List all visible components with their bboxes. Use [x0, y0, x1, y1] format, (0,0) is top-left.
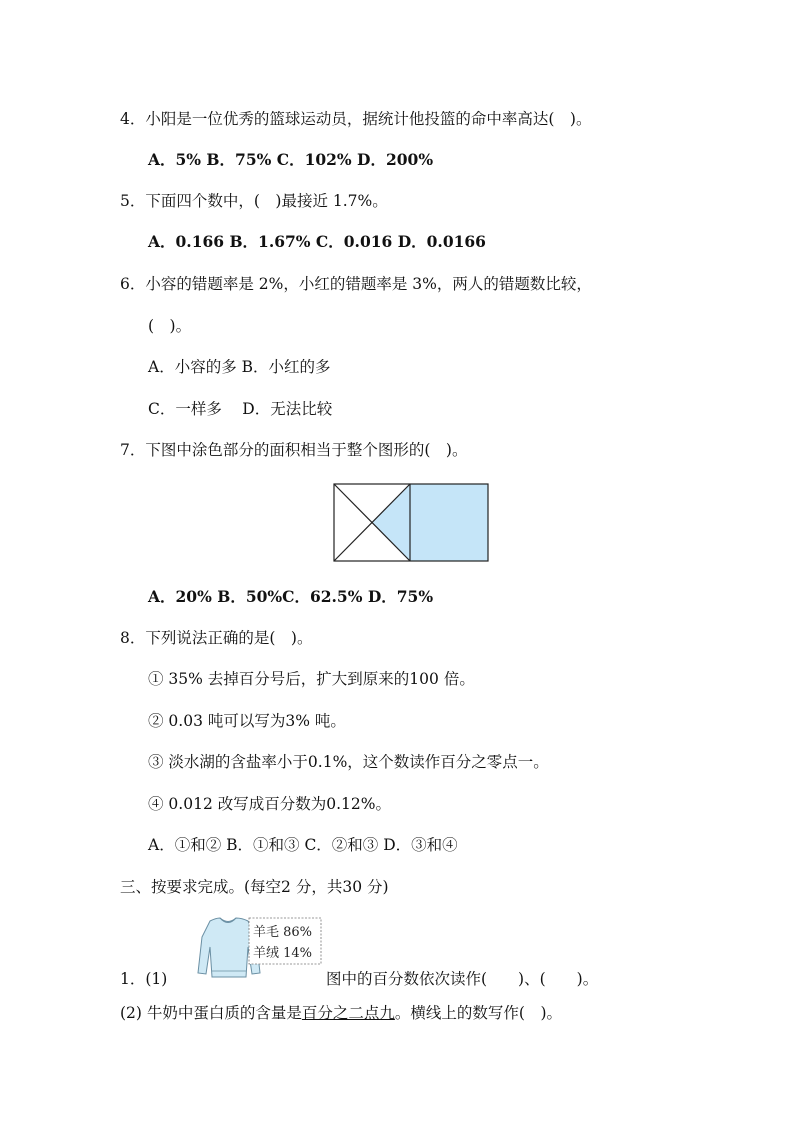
q7-shaded-square — [410, 484, 488, 561]
q7-shaded-triangle — [372, 484, 410, 561]
q7-stem: 7．下图中涂色部分的面积相当于整个图形的( )。 — [120, 441, 468, 459]
q8-statement-1: ① 35% 去掉百分号后，扩大到原来的100 倍。 — [148, 670, 475, 688]
q7-figure — [332, 482, 490, 564]
q2-prefix: (2) 牛奶中蛋白质的含量是 — [120, 1004, 302, 1022]
q5-options: A．0.166 B．1.67% C．0.016 D．0.0166 — [148, 232, 486, 251]
q2-suffix: 。横线上的数写作( )。 — [394, 1004, 563, 1022]
q8-statement-3: ③ 淡水湖的含盐率小于0.1%，这个数读作百分之零点一。 — [148, 753, 549, 771]
q8-statement-4: ④ 0.012 改写成百分数为0.12%。 — [148, 795, 391, 813]
q8-statement-2: ② 0.03 吨可以写为3% 吨。 — [148, 712, 346, 730]
q7-options: A．20% B．50%C．62.5% D．75% — [148, 587, 434, 606]
q6-options-line2: C．一样多 D．无法比较 — [148, 400, 333, 418]
q5-stem: 5．下面四个数中，( )最接近 1.7%。 — [120, 192, 388, 210]
q4-stem: 4．小阳是一位优秀的篮球运动员，据统计他投篮的命中率高达( )。 — [120, 110, 592, 128]
q1-label: 1．(1) — [120, 970, 168, 988]
q6-stem: 6．小容的错题率是 2%，小红的错题率是 3%，两人的错题数比较， — [120, 275, 592, 293]
q2-underlined: 百分之二点九 — [301, 1004, 395, 1022]
q8-stem: 8．下列说法正确的是( )。 — [120, 629, 313, 647]
label-cashmere: 羊绒 14% — [253, 946, 313, 961]
q6-stem-cont: ( )。 — [148, 317, 192, 335]
label-wool: 羊毛 86% — [253, 925, 313, 940]
q6-options-line1: A．小容的多 B．小红的多 — [148, 358, 331, 376]
q8-options: A．①和② B．①和③ C．②和③ D．③和④ — [148, 836, 458, 854]
q2-line — [120, 1003, 562, 1023]
section3-heading: 三、按要求完成。(每空2 分，共30 分) — [120, 878, 389, 896]
q4-options: A．5% B．75% C．102% D．200% — [148, 150, 434, 169]
sweater-figure — [180, 915, 325, 987]
q1-text: 图中的百分数依次读作( )、( )。 — [326, 970, 599, 988]
